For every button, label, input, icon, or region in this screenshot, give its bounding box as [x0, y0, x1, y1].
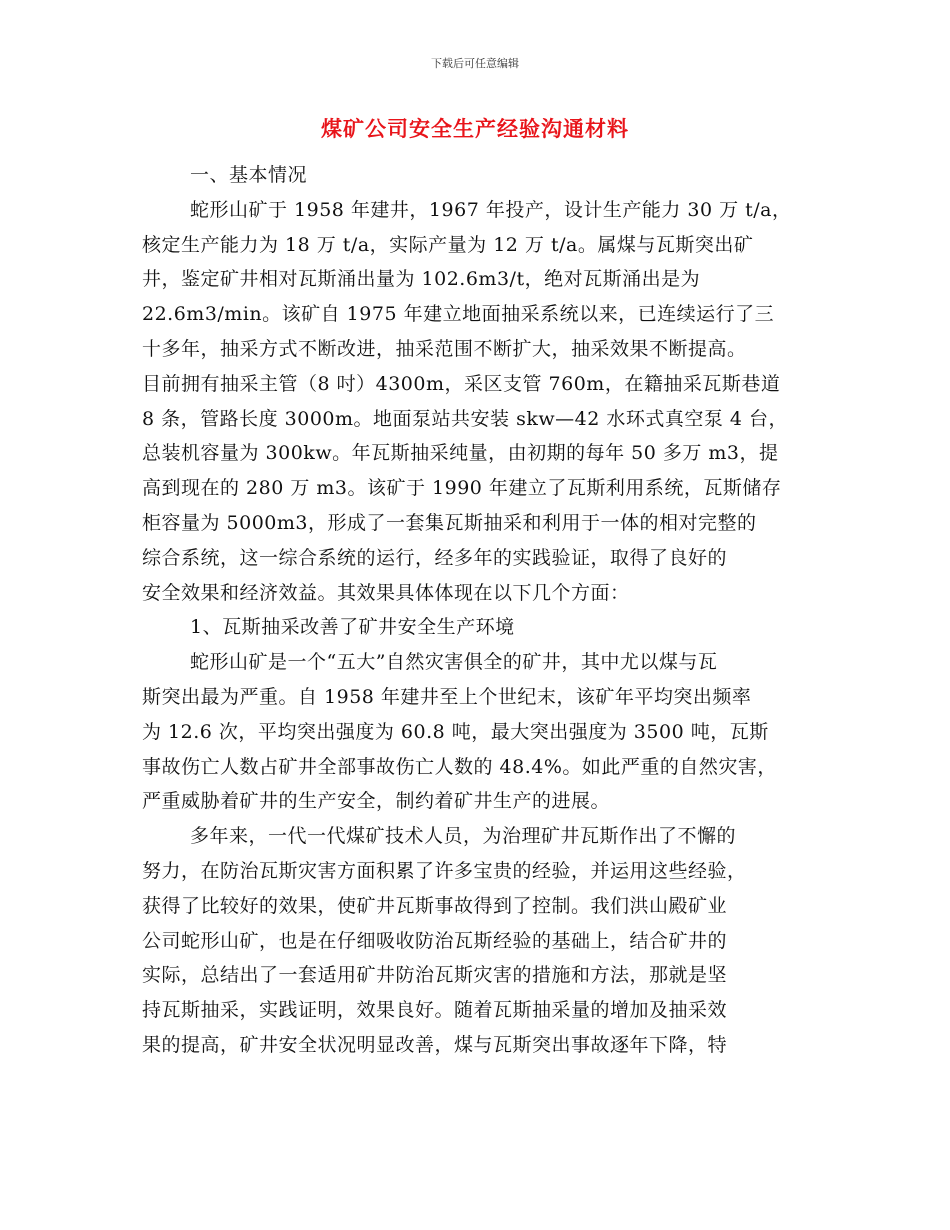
paragraph-line: 蛇形山矿于 1958 年建井，1967 年投产，设计生产能力 30 万 t/a， — [190, 198, 792, 221]
paragraph-line: 获得了比较好的效果，使矿井瓦斯事故得到了控制。我们洪山殿矿业 — [142, 894, 728, 917]
paragraph-line: 事故伤亡人数占矿井全部事故伤亡人数的 48.4%。如此严重的自然灾害， — [142, 755, 777, 778]
paragraph-line: 蛇形山矿是一个“五大”自然灾害俱全的矿井，其中尤以煤与瓦 — [190, 651, 718, 674]
paragraph-line: 多年来，一代一代煤矿技术人员，为治理矿井瓦斯作出了不懈的 — [190, 825, 737, 848]
document-title: 煤矿公司安全生产经验沟通材料 — [321, 117, 629, 141]
paragraph-line: 柜容量为 5000m3，形成了一套集瓦斯抽采和利用于一体的相对完整的 — [142, 511, 757, 534]
paragraph-line: 斯突出最为严重。自 1958 年建井至上个世纪末，该矿年平均突出频率 — [142, 685, 752, 708]
paragraph-line: 综合系统，这一综合系统的运行，经多年的实践验证，取得了良好的 — [142, 546, 728, 569]
paragraph-line: 目前拥有抽采主管（8 吋）4300m，采区支管 760m，在籍抽采瓦斯巷道 — [142, 372, 781, 395]
document-body — [142, 158, 832, 1063]
paragraph-line: 持瓦斯抽采，实践证明，效果良好。随着瓦斯抽采量的增加及抽采效 — [142, 999, 728, 1022]
section-heading-basic-info: 一、基本情况 — [190, 164, 308, 186]
paragraph-line: 实际，总结出了一套适用矿井防治瓦斯灾害的措施和方法，那就是坚 — [142, 964, 728, 987]
paragraph-line: 总装机容量为 300kw。年瓦斯抽采纯量，由初期的每年 50 多万 m3，提 — [142, 442, 779, 465]
subsection-heading: 1、瓦斯抽采改善了矿井安全生产环境 — [190, 616, 515, 639]
paragraph-line: 为 12.6 次，平均突出强度为 60.8 吨，最大突出强度为 3500 吨，瓦斯 — [142, 720, 769, 743]
paragraph-line: 安全效果和经济效益。其效果具体体现在以下几个方面： — [142, 581, 630, 604]
paragraph-line: 公司蛇形山矿，也是在仔细吸收防治瓦斯经验的基础上，结合矿井的 — [142, 929, 728, 952]
paragraph-line: 井，鉴定矿井相对瓦斯涌出量为 102.6m3/t，绝对瓦斯涌出是为 — [142, 268, 701, 291]
paragraph-line: 22.6m3/min。该矿自 1975 年建立地面抽采系统以来，已连续运行了三 — [142, 303, 775, 326]
paragraph-line: 严重威胁着矿井的生产安全，制约着矿井生产的进展。 — [142, 790, 611, 813]
paragraph-line: 果的提高，矿井安全状况明显改善，煤与瓦斯突出事故逐年下降，特 — [142, 1033, 728, 1056]
paragraph-line: 核定生产能力为 18 万 t/a，实际产量为 12 万 t/a。属煤与瓦斯突出矿 — [142, 233, 754, 256]
header-note: 下载后可任意编辑 — [431, 57, 519, 70]
paragraph-line: 十多年，抽采方式不断改进，抽采范围不断扩大，抽采效果不断提高。 — [142, 337, 747, 360]
paragraph-line: 努力，在防治瓦斯灾害方面积累了许多宝贵的经验，并运用这些经验， — [142, 859, 747, 882]
paragraph-line: 高到现在的 280 万 m3。该矿于 1990 年建立了瓦斯利用系统，瓦斯储存 — [142, 477, 782, 500]
paragraph-line: 8 条，管路长度 3000m。地面泵站共安装 skw—42 水环式真空泵 4 台， — [142, 407, 788, 430]
